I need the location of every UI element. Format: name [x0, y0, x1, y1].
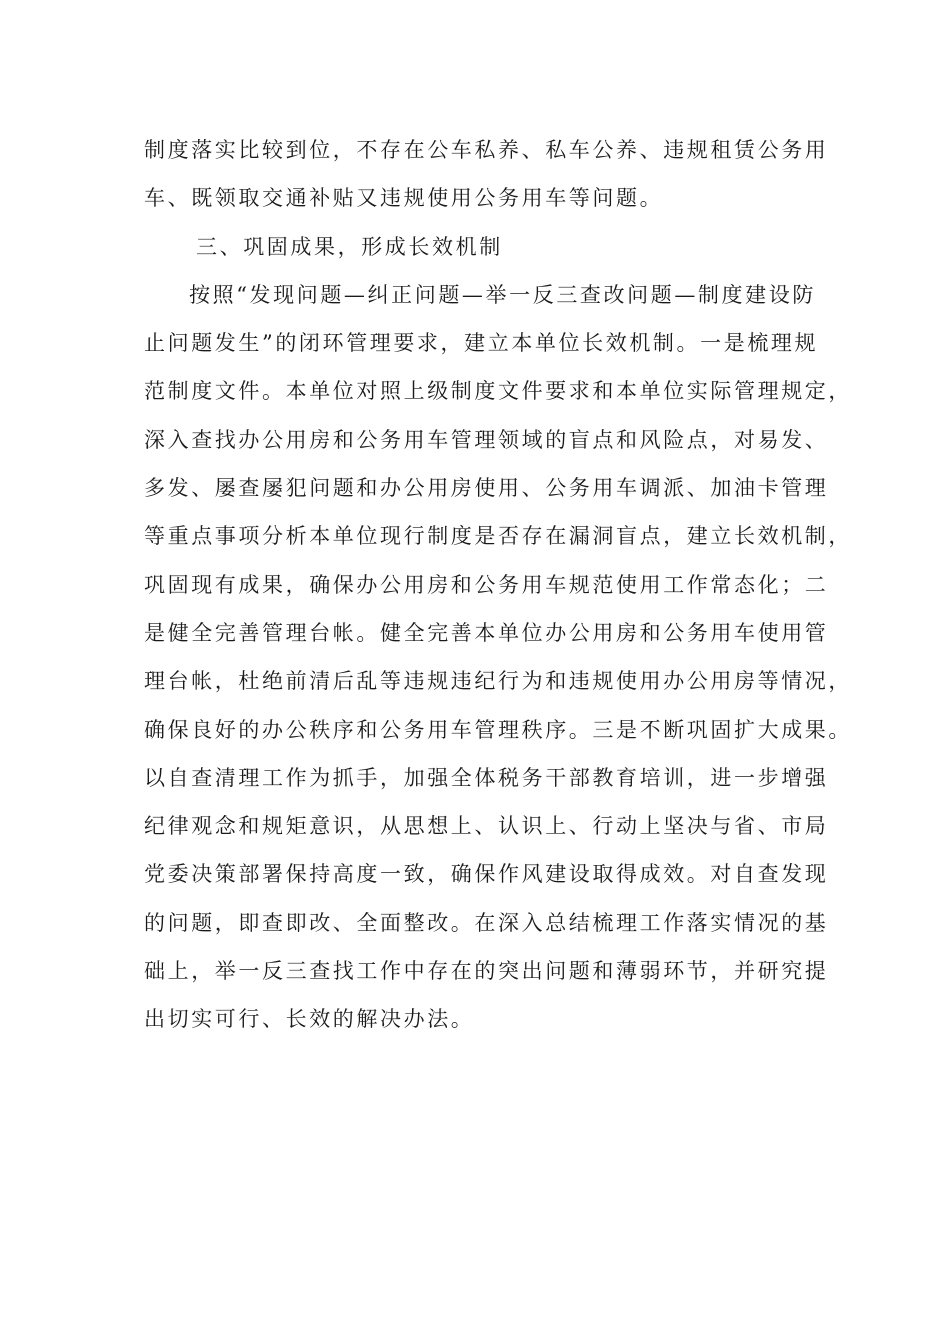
text-line: 的问题，即查即改、全面整改。在深入总结梳理工作落实情况的基	[144, 910, 829, 935]
text-line: 车、既领取交通补贴又违规使用公务用车等问题。	[144, 186, 664, 211]
text-line: 巩固现有成果，确保办公用房和公务用车规范使用工作常态化；二	[144, 572, 829, 597]
text-line: 确保良好的办公秩序和公务用车管理秩序。三是不断巩固扩大成果。	[144, 717, 852, 742]
text-line: 按照“发现问题—纠正问题—举一反三查改问题—制度建设防	[189, 282, 816, 307]
text-line: 制度落实比较到位，不存在公车私养、私车公养、违规租赁公务用	[144, 138, 829, 162]
text-line: 深入查找办公用房和公务用车管理领域的盲点和风险点，对易发、	[144, 427, 829, 452]
text-line: 多发、屡查屡犯问题和办公用房使用、公务用车调派、加油卡管理	[144, 476, 829, 501]
text-line: 是健全完善管理台帐。健全完善本单位办公用房和公务用车使用管	[144, 620, 829, 645]
text-line: 止问题发生”的闭环管理要求，建立本单位长效机制。一是梳理规	[144, 331, 819, 356]
text-line: 出切实可行、长效的解决办法。	[144, 1007, 475, 1032]
document-body	[144, 132, 852, 1050]
text-line: 以自查清理工作为抓手，加强全体税务干部教育培训，进一步增强	[144, 765, 829, 790]
section-heading: 三、巩固成果，形成长效机制	[196, 234, 503, 259]
text-line: 党委决策部署保持高度一致，确保作风建设取得成效。对自查发现	[144, 862, 829, 887]
text-line: 础上，举一反三查找工作中存在的突出问题和薄弱环节，并研究提	[144, 959, 829, 984]
text-line: 范制度文件。本单位对照上级制度文件要求和本单位实际管理规定，	[144, 379, 852, 404]
text-line: 等重点事项分析本单位现行制度是否存在漏洞盲点，建立长效机制，	[144, 524, 852, 549]
text-line: 纪律观念和规矩意识，从思想上、认识上、行动上坚决与省、市局	[144, 814, 829, 839]
text-line: 理台帐，杜绝前清后乱等违规违纪行为和违规使用办公用房等情况，	[144, 669, 852, 694]
